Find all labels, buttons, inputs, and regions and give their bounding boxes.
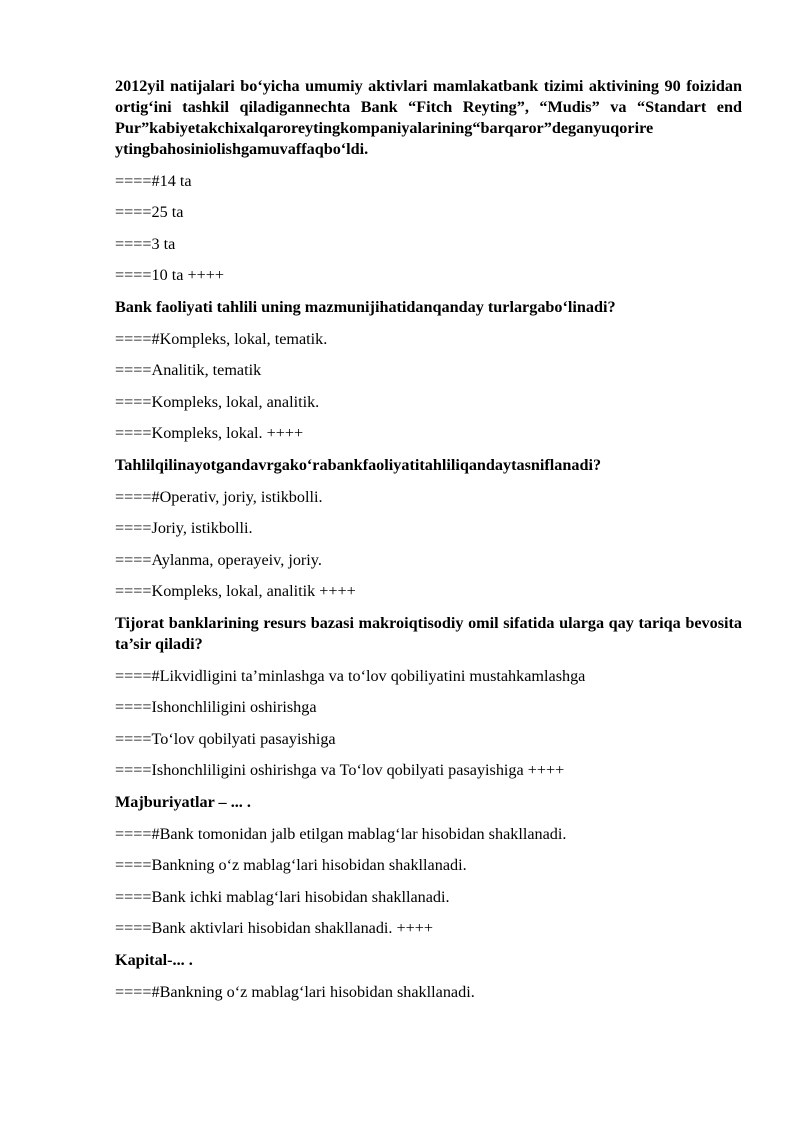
answer-option: ====10 ta ++++	[115, 266, 224, 284]
question-block	[115, 455, 742, 602]
question-text: Majburiyatlar – ... .	[115, 793, 251, 811]
answer-option: ====Kompleks, lokal. ++++	[115, 424, 304, 442]
question-text: Tahlilqilinayotgandavrgako‘rabankfaoliyatitahliliqandaytasniflanadi?	[115, 456, 602, 474]
question-block	[115, 792, 742, 939]
answer-option: ====Ishonchliligini oshirishga	[115, 698, 317, 716]
answer-option: ====#Likvidligini ta’minlashga va to‘lov qobiliyatini mustahkamlashga	[115, 666, 586, 685]
answer-option: ====Bank aktivlari hisobidan shakllanadi. ++++	[115, 919, 434, 937]
answer-option: ====#Bank tomonidan jalb etilgan mablag‘lar hisobidan shakllanadi.	[115, 824, 567, 843]
question-text: Kapital-... .	[115, 951, 193, 969]
question-block	[115, 76, 742, 286]
answer-option: ====Aylanma, operayeiv, joriy.	[115, 550, 322, 569]
answer-option: ====#Operativ, joriy, istikbolli.	[115, 487, 323, 506]
answer-option: ====#14 ta	[115, 171, 192, 190]
answer-option: ====25 ta	[115, 203, 184, 221]
document-page	[115, 76, 742, 1003]
answer-option: ====#Bankning o‘z mablag‘lari hisobidan shakllanadi.	[115, 982, 475, 1001]
answer-option: ====#Kompleks, lokal, tematik.	[115, 329, 328, 348]
answer-option: ====3 ta	[115, 234, 176, 253]
question-block	[115, 613, 742, 781]
answer-option: ====Ishonchliligini oshirishga va To‘lov qobilyati pasayishiga ++++	[115, 761, 565, 779]
answer-option: ====Bank ichki mablag‘lari hisobidan shakllanadi.	[115, 887, 450, 906]
question-text: Tijorat banklarining resurs bazasi makroiqtisodiy omil sifatida ularga qay tariqa bevosita ta’sir qiladi?	[115, 614, 742, 653]
question-text: Bank faoliyati tahlili uning mazmunijihatidanqanday turlargabo‘linadi?	[115, 298, 616, 316]
question-block	[115, 297, 742, 444]
answer-option: ====Joriy, istikbolli.	[115, 519, 253, 537]
question-text-main: 2012yil natijalari bo‘yicha umumiy aktivlari mamlakatbank tizimi aktivining 90 foizidan ortig‘ini tashkil qiladigannechta Bank “Fitch Reyting”, “Mudis” va “Standart end Pur”kabiyetakchixalqaroreytingkompaniyalarining“barqaror”deganyuqorire	[115, 77, 742, 137]
question-text	[115, 76, 742, 160]
answer-option: ====Kompleks, lokal, analitik ++++	[115, 582, 356, 600]
question-text-last-line: ytingbahosiniolishgamuvaffaqbo‘ldi.	[115, 140, 369, 158]
answer-option: ====Bankning o‘z mablag‘lari hisobidan shakllanadi.	[115, 856, 467, 874]
answer-option: ====Kompleks, lokal, analitik.	[115, 392, 320, 411]
answer-option: ====Analitik, tematik	[115, 361, 262, 379]
answer-option: ====To‘lov qobilyati pasayishiga	[115, 729, 336, 748]
question-block	[115, 950, 742, 1003]
